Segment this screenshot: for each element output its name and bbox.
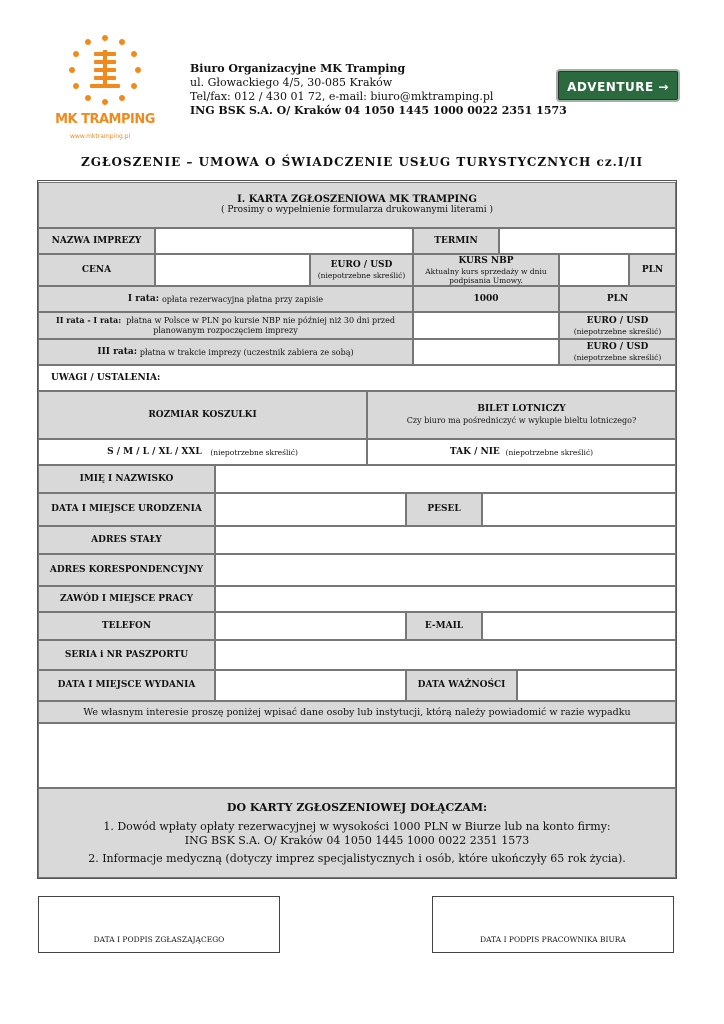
emergency-contact-field[interactable]	[38, 723, 676, 788]
nbp-rate	[413, 254, 559, 286]
term-field[interactable]	[499, 228, 676, 254]
address-field[interactable]	[215, 526, 676, 554]
rate2-label	[38, 312, 413, 339]
event-name-label: NAZWA IMPREZY	[38, 228, 155, 254]
logo-url: www.mktramping.pl	[70, 133, 131, 140]
rate2-field[interactable]	[413, 312, 559, 339]
flight-ticket-options[interactable]	[367, 439, 676, 465]
price-currency	[310, 254, 413, 286]
pesel-label: PESEL	[406, 493, 482, 526]
email-field[interactable]	[482, 612, 676, 640]
phone-field[interactable]	[215, 612, 406, 640]
passport-field[interactable]	[215, 640, 676, 670]
attachment-1-account: ING BSK S.A. O/ Kraków 04 1050 1445 1000 0022 2351 1573	[184, 833, 530, 847]
company-name: Biuro Organizacyjne MK Tramping	[190, 62, 406, 75]
price-label: CENA	[38, 254, 155, 286]
rate2-strike-note: (niepotrzebne skreślić)	[573, 326, 662, 336]
company-contact: Tel/fax: 012 / 430 01 72, e-mail: biuro@mktramping.pl	[190, 90, 494, 103]
price-field[interactable]	[155, 254, 310, 286]
nbp-note: Aktualny kurs sprzedaży w dniu podpisania Umowy.	[425, 266, 547, 285]
company-bank: ING BSK S.A. O/ Kraków 04 1050 1445 1000 0022 2351 1573	[190, 104, 567, 117]
applicant-signature-label: DATA I PODPIS ZGŁASZAJĄCEGO	[93, 935, 225, 944]
full-name-field[interactable]	[215, 465, 676, 493]
birth-field[interactable]	[215, 493, 406, 526]
flight-ticket-title: BILET LOTNICZY	[477, 404, 566, 414]
employee-signature-box[interactable]	[432, 896, 674, 953]
full-name-label: IMIĘ I NAZWISKO	[38, 465, 215, 493]
rate2-currency	[559, 312, 676, 339]
pesel-field[interactable]	[482, 493, 676, 526]
employee-signature-label: DATA I PODPIS PRACOWNIKA BIURA	[480, 935, 626, 944]
section-header	[38, 182, 676, 228]
rate3-currency	[559, 339, 676, 365]
email-label: E-MAIL	[406, 612, 482, 640]
nbp-rate-field[interactable]	[559, 254, 629, 286]
passport-label: SERIA i NR PASZPORTU	[38, 640, 215, 670]
rate2-desc: płatna w Polsce w PLN po kursie NBP nie później niż 30 dni przed planowanym rozpoczęciem imprezy	[126, 316, 396, 335]
event-name-field[interactable]	[155, 228, 413, 254]
rate1-currency: PLN	[559, 286, 676, 312]
company-info	[190, 62, 567, 118]
section-title: I. KARTA ZGŁOSZENIOWA MK TRAMPING	[237, 194, 477, 205]
attachments-box	[38, 788, 676, 878]
rate1-amount: 1000	[413, 286, 559, 312]
notes-field[interactable]: UWAGI / USTALENIA:	[38, 365, 676, 391]
currency-label: EURO / USD	[330, 260, 393, 270]
job-label: ZAWÓD I MIEJSCE PRACY	[38, 586, 215, 612]
strike-note: (niepotrzebne skreślić)	[317, 271, 406, 280]
rate3-label	[38, 339, 413, 365]
rate3-strike-note: (niepotrzebne skreślić)	[573, 353, 662, 362]
job-field[interactable]	[215, 586, 676, 612]
yes-no: TAK / NIE	[449, 446, 500, 457]
flight-question: Czy biuro ma pośredniczyć w wykupie bieltu lotniczego?	[406, 416, 637, 425]
rate3-desc: płatna w trakcie imprezy (uczestnik zabiera ze sobą)	[139, 347, 354, 357]
corr-address-field[interactable]	[215, 554, 676, 586]
logo-name: MK TRAMPING	[55, 112, 155, 127]
emergency-note: We własnym interesie proszę poniżej wpisać dane osoby lub instytucji, którą należy powiadomić w razie wypadku	[38, 701, 676, 723]
rate1-desc: opłata rezerwacyjna płatna przy zapisie	[161, 294, 324, 304]
section-subtitle: ( Prosimy o wypełnienie formularza drukowanymi literami )	[220, 205, 494, 215]
issue-field[interactable]	[215, 670, 406, 701]
rate2-currency-label: EURO / USD	[586, 315, 649, 326]
shirt-sizes: S / M / L / XL / XXL	[107, 446, 202, 457]
issue-label: DATA I MIEJSCE WYDANIA	[38, 670, 215, 701]
shirt-size-label: ROZMIAR KOSZULKI	[38, 391, 367, 439]
rate2-title: II rata - I rata:	[55, 315, 122, 325]
corr-address-label: ADRES KORESPONDENCYJNY	[38, 554, 215, 586]
rate1-label	[38, 286, 413, 312]
rate3-title: III rata:	[97, 346, 138, 357]
validity-label: DATA WAŻNOŚCI	[406, 670, 517, 701]
rate3-field[interactable]	[413, 339, 559, 365]
phone-label: TELEFON	[38, 612, 215, 640]
birth-label: DATA I MIEJSCE URODZENIA	[38, 493, 215, 526]
adventure-badge: ADVENTURE →	[556, 69, 680, 102]
nbp-title: KURS NBP	[458, 255, 514, 266]
flight-ticket-label	[367, 391, 676, 439]
address-label: ADRES STAŁY	[38, 526, 215, 554]
validity-field[interactable]	[517, 670, 676, 701]
shirt-strike-note: (niepotrzebne skreślić)	[210, 447, 298, 457]
flight-strike-note: (niepotrzebne skreślić)	[505, 447, 594, 457]
applicant-signature-box[interactable]	[38, 896, 280, 953]
company-address: ul. Głowackiego 4/5, 30-085 Kraków	[190, 76, 393, 89]
attachment-1: 1. Dowód wpłaty opłaty rezerwacyjnej w wysokości 1000 PLN w Biurze lub na konto firmy:	[103, 819, 611, 833]
term-label: TERMIN	[413, 228, 499, 254]
rate3-currency-label: EURO / USD	[586, 342, 649, 352]
rate1-title: I rata:	[127, 293, 160, 304]
document-title: ZGŁOSZENIE – UMOWA O ŚWIADCZENIE USŁUG TURYSTYCZNYCH cz.I/II	[80, 155, 644, 169]
pln-label: PLN	[629, 254, 676, 286]
attachment-2: 2. Informacje medyczną (dotyczy imprez specjalistycznych i osób, które ukończyły 65 rok życia).	[88, 851, 626, 865]
shirt-size-options[interactable]	[38, 439, 367, 465]
attachments-title: DO KARTY ZGŁOSZENIOWEJ DOŁĄCZAM:	[226, 800, 488, 814]
